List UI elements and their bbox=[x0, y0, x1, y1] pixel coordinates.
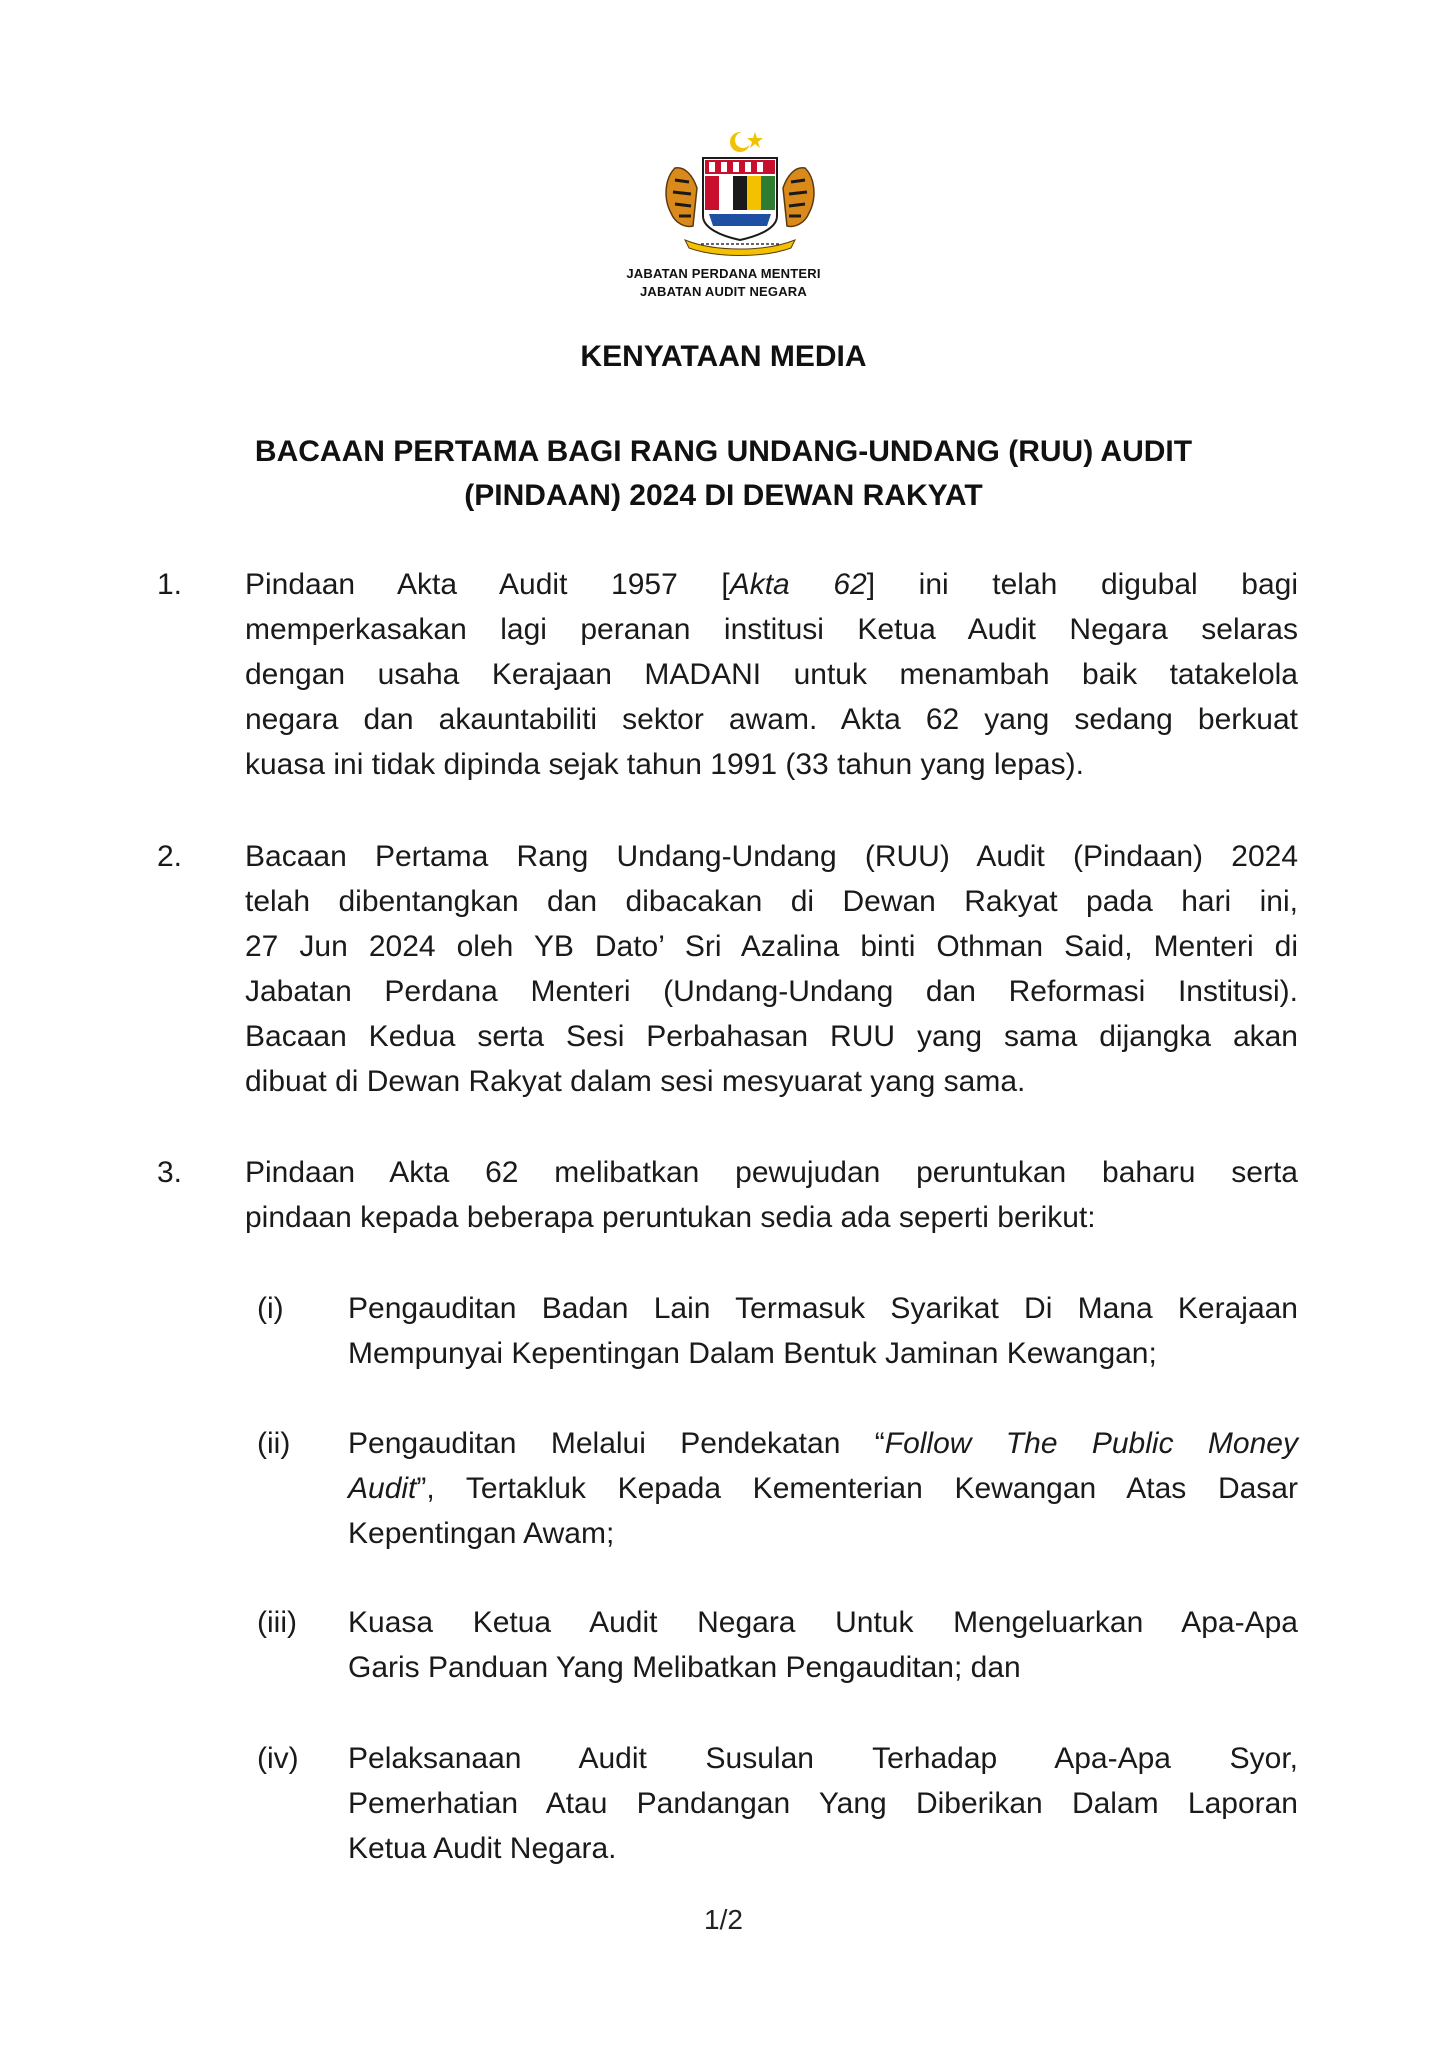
list-item-line bbox=[348, 1466, 1298, 1511]
paragraph-number: 2. bbox=[157, 840, 183, 873]
paragraph-line: 27 Jun 2024 oleh YB Dato’ Sri Azalina binti Othman Said, Menteri di bbox=[245, 930, 1298, 963]
list-item-number: (iv) bbox=[257, 1742, 299, 1775]
paragraph-line: dibuat di Dewan Rakyat dalam sesi mesyuarat yang sama. bbox=[245, 1065, 1026, 1098]
list-item-line: Garis Panduan Yang Melibatkan Pengauditan; dan bbox=[348, 1651, 1021, 1684]
press-release-title bbox=[0, 430, 1447, 518]
paragraph-line: memperkasakan lagi peranan institusi Ketua Audit Negara selaras bbox=[245, 613, 1298, 646]
list-item-line: Kepentingan Awam; bbox=[348, 1517, 615, 1550]
paragraph-line: Pindaan Akta 62 melibatkan pewujudan peruntukan baharu serta bbox=[245, 1156, 1298, 1189]
title-line-1: BACAAN PERTAMA BAGI RANG UNDANG-UNDANG (RUU) AUDIT bbox=[254, 435, 1193, 468]
paragraph-number: 1. bbox=[157, 568, 183, 601]
text-run: Pindaan Akta Audit 1957 [ bbox=[245, 568, 730, 601]
statement-type-heading: KENYATAAN MEDIA bbox=[580, 340, 867, 373]
paragraph-line: telah dibentangkan dan dibacakan di Dewan Rakyat pada hari ini, bbox=[245, 885, 1298, 918]
list-item-line: Pemerhatian Atau Pandangan Yang Diberikan Dalam Laporan bbox=[348, 1787, 1298, 1820]
paragraph-line: negara dan akauntabiliti sektor awam. Akta 62 yang sedang berkuat bbox=[245, 703, 1298, 736]
paragraph-line: Bacaan Kedua serta Sesi Perbahasan RUU yang sama dijangka akan bbox=[245, 1020, 1298, 1053]
paragraph-line: dengan usaha Kerajaan MADANI untuk menambah baik tatakelola bbox=[245, 658, 1298, 691]
paragraph-line: kuasa ini tidak dipinda sejak tahun 1991 (33 tahun yang lepas). bbox=[245, 748, 1084, 781]
paragraph-line bbox=[245, 562, 1298, 607]
list-item-line bbox=[348, 1421, 1298, 1466]
paragraph-line: Bacaan Pertama Rang Undang-Undang (RUU) Audit (Pindaan) 2024 bbox=[245, 840, 1298, 873]
italic-text-run: Audit bbox=[348, 1472, 417, 1505]
malaysia-coat-of-arms-icon bbox=[645, 128, 835, 258]
list-item-line: Kuasa Ketua Audit Negara Untuk Mengeluarkan Apa-Apa bbox=[348, 1606, 1298, 1639]
list-item-line: Pengauditan Badan Lain Termasuk Syarikat Di Mana Kerajaan bbox=[348, 1292, 1298, 1325]
agency-name-line-2: JABATAN AUDIT NEGARA bbox=[640, 284, 807, 299]
list-item-line: Pelaksanaan Audit Susulan Terhadap Apa-Apa Syor, bbox=[348, 1742, 1298, 1775]
paragraph-line: Jabatan Perdana Menteri (Undang-Undang dan Reformasi Institusi). bbox=[245, 975, 1298, 1008]
paragraph-number: 3. bbox=[157, 1156, 183, 1189]
paragraph-line: pindaan kepada beberapa peruntukan sedia ada seperti berikut: bbox=[245, 1201, 1096, 1234]
text-run: ] ini telah digubal bagi bbox=[866, 568, 1299, 601]
italic-text-run: Follow The Public Money bbox=[884, 1427, 1298, 1460]
list-item-line: Ketua Audit Negara. bbox=[348, 1832, 617, 1865]
text-run: Pengauditan Melalui Pendekatan “ bbox=[348, 1427, 885, 1460]
list-item-line: Mempunyai Kepentingan Dalam Bentuk Jaminan Kewangan; bbox=[348, 1337, 1157, 1370]
italic-text-run: Akta 62 bbox=[729, 568, 867, 601]
list-item-number: (iii) bbox=[257, 1606, 297, 1639]
agency-name-line-1: JABATAN PERDANA MENTERI bbox=[626, 266, 821, 281]
text-run: ”, Tertakluk Kepada Kementerian Kewangan Atas Dasar bbox=[416, 1472, 1298, 1505]
list-item-number: (ii) bbox=[257, 1427, 291, 1460]
title-line-2: (PINDAAN) 2024 DI DEWAN RAKYAT bbox=[464, 479, 983, 512]
page-number: 1/2 bbox=[704, 1904, 743, 1935]
list-item-number: (i) bbox=[257, 1292, 284, 1325]
